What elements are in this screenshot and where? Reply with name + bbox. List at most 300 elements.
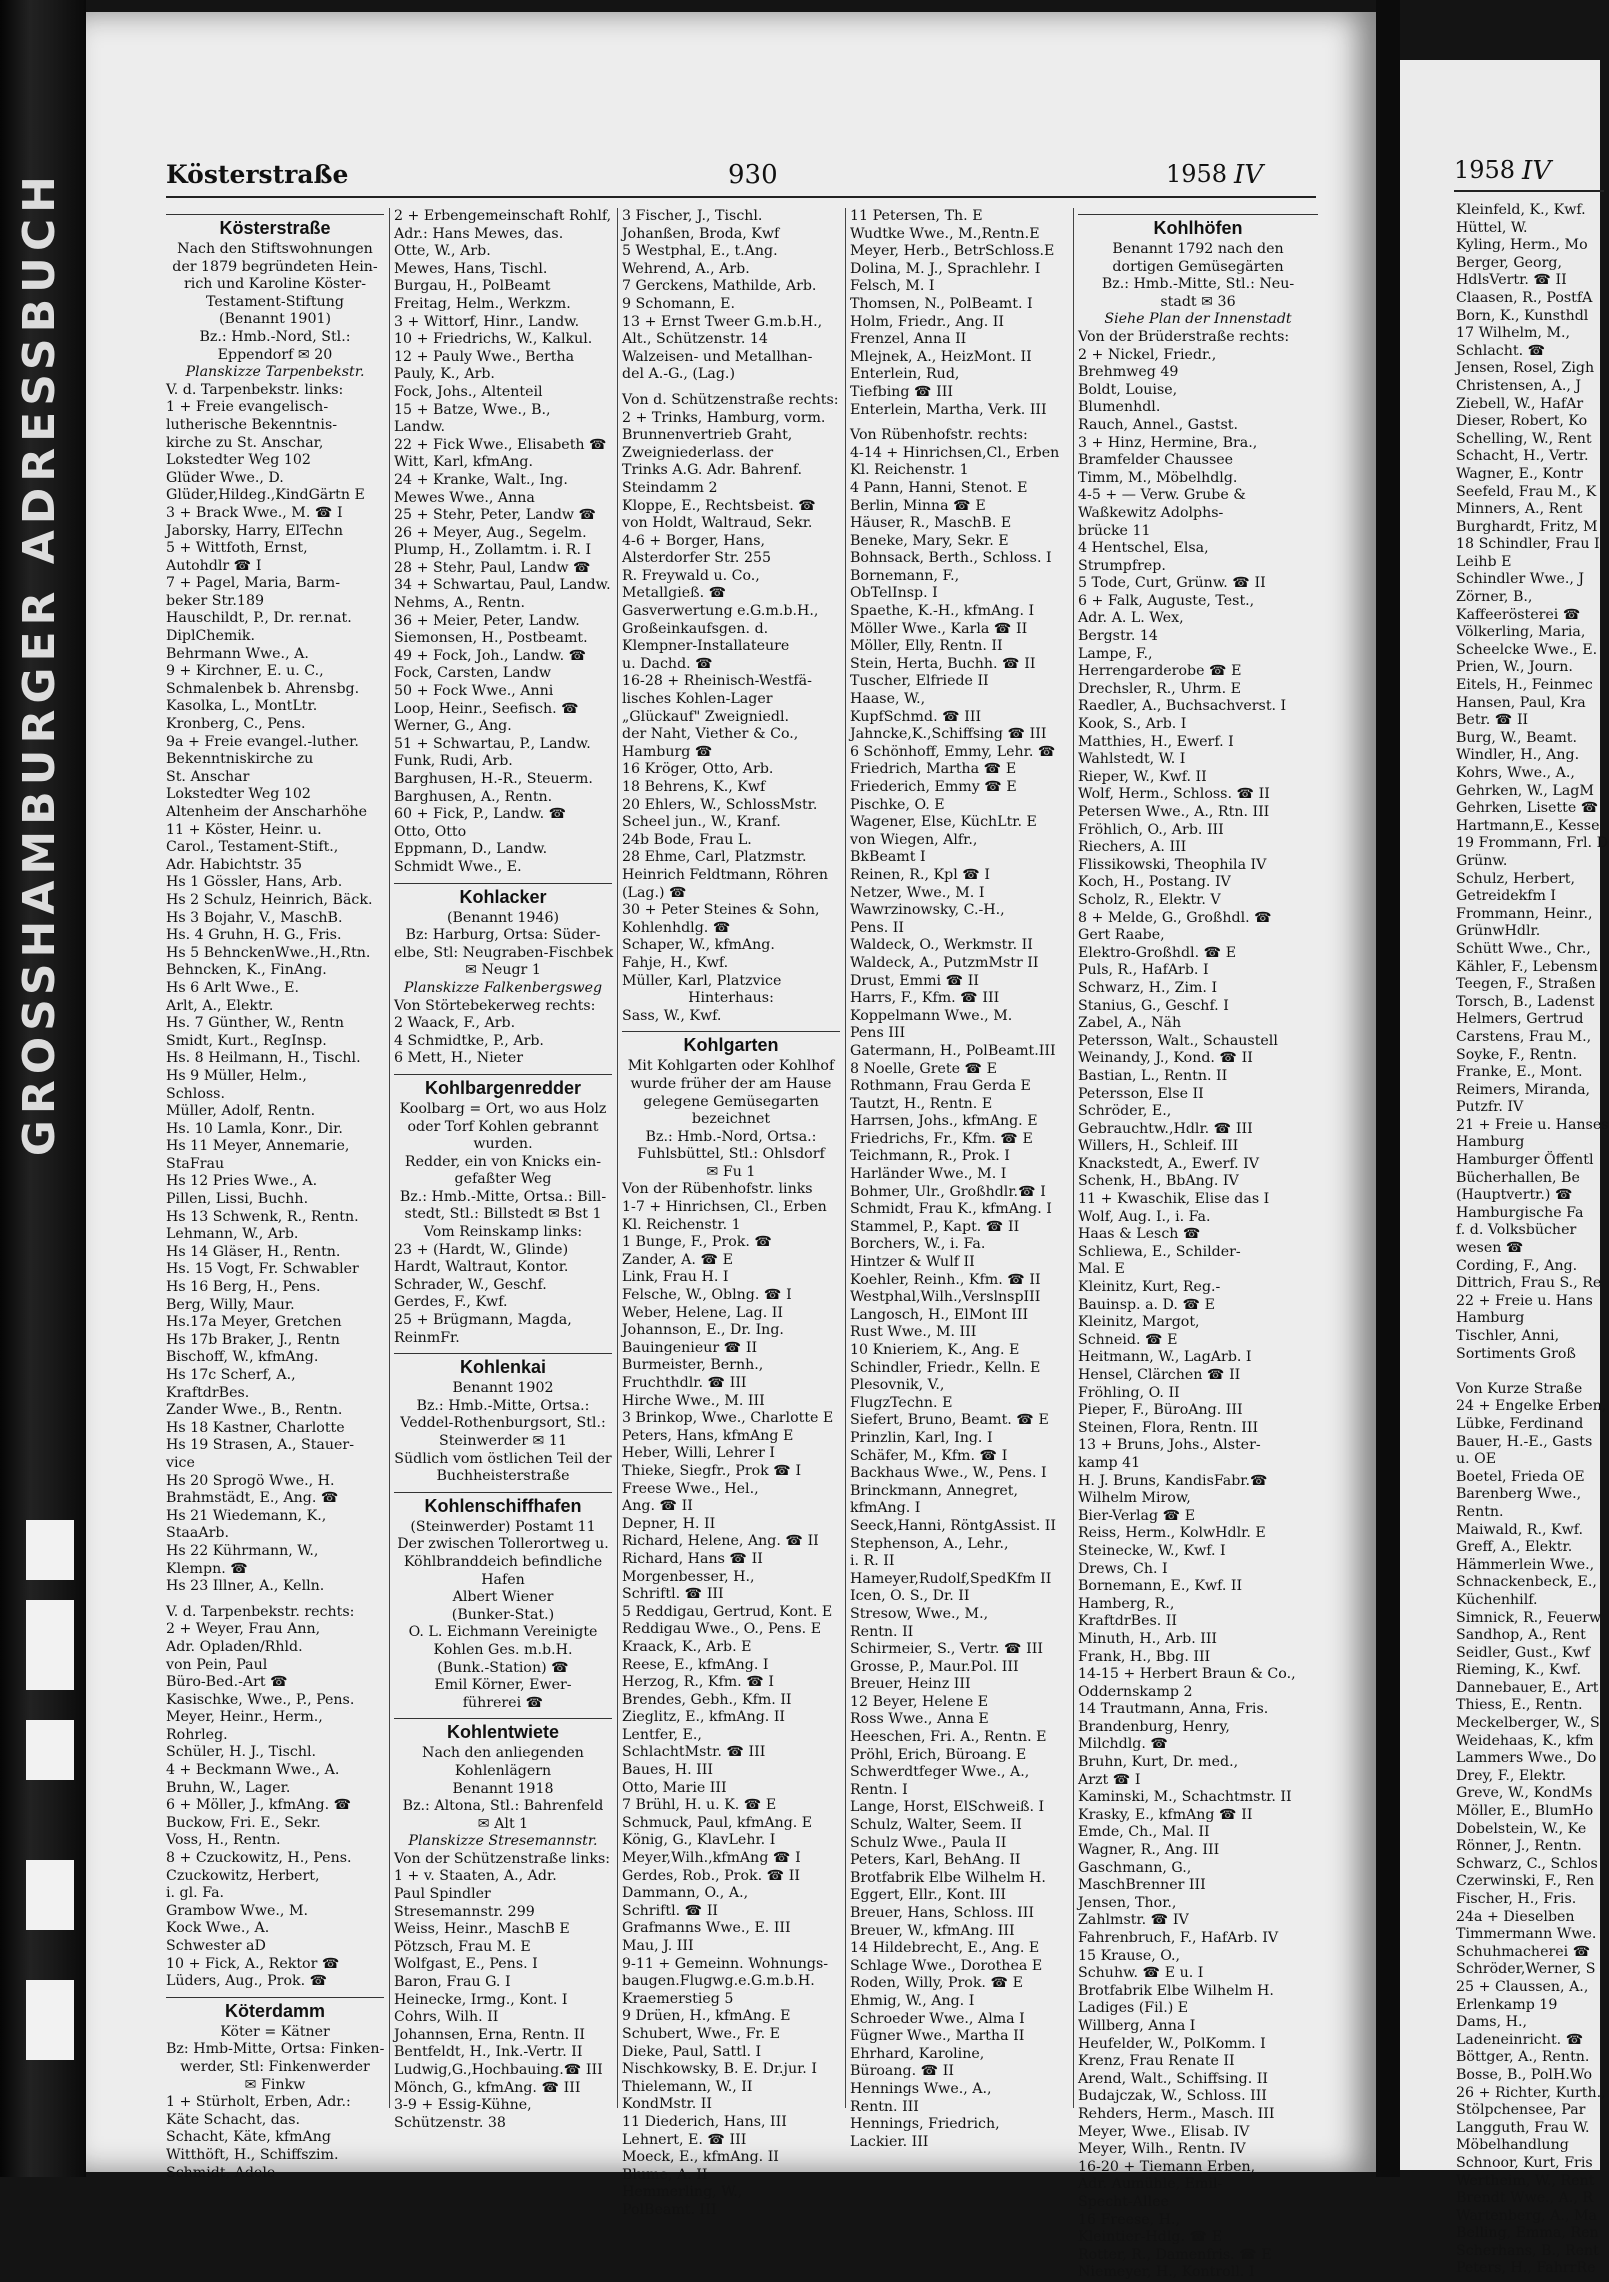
street-description: Kohlen Ges. m.b.H. [433,1641,573,1658]
directory-entry: Bauingenieur ☎ II [622,1339,758,1356]
directory-entry: Kaffeerösterei ☎ [1456,606,1581,623]
directory-entry: von Holdt, Waltraud, Sekr. [622,515,813,532]
directory-entry: Schmidt Wwe., E. [394,858,522,875]
directory-entry: Carol., Testament-Stift., [166,839,339,856]
directory-entry: Koch, H., Postang. IV [1078,874,1231,891]
street-description: Vom Reinskamp links: [423,1224,583,1241]
directory-entry: Häuser, R., MaschB. E [850,515,1012,532]
directory-entry: Brendt Wwe., A., R [1456,2190,1594,2207]
directory-entry: 15 Krause, O., [1078,1947,1181,1964]
directory-entry: Stresow, Wwe., M., [850,1605,989,1622]
directory-entry: i. gl. Fa. [166,1885,225,1902]
directory-entry: 17 Wilhelm, M., [1456,325,1571,342]
directory-entry: Ross Wwe., Anna E [850,1711,989,1728]
directory-entry: Reinen, R., Kpl ☎ I [850,866,991,883]
directory-entry: beker Str.189 [166,592,264,609]
directory-entry: Hs. 4 Gruhn, H. G., Fris. [166,927,342,944]
directory-entry: Altenheim der Anscharhöhe [166,804,368,820]
directory-entry: Lehnert, E. ☎ III [622,2131,747,2148]
directory-entry: 4 Hentschel, Elsa, [1078,540,1209,557]
street-description: Veddel-Rothenburgsort, Stl.: [400,1415,606,1432]
directory-entry: 4-6 + Borger, Hans, [622,532,765,549]
directory-entry: wesen ☎ [1456,1240,1524,1257]
directory-entry: Schrader, W., Geschf. [394,1276,547,1293]
directory-entry: Knackstedt, A., Ewerf. IV [1078,1155,1259,1172]
directory-entry: Dammann, O., A., [622,1885,749,1902]
directory-entry: Möbelhandlung [1456,2137,1569,2154]
street-description: (Benannt 1901) [218,311,332,328]
directory-entry: Burmeister, Bernh., [622,1357,764,1374]
directory-entry: Dams, H., [1456,2014,1527,2031]
directory-entry: Hs 16 Berg, H., Pens. [166,1279,321,1296]
directory-entry: MaschBrenner III [1078,1877,1206,1894]
directory-entry: ReinmFr. [394,1329,460,1346]
directory-entry: Möller Wwe., Karla ☎ II [850,620,1028,637]
directory-entry: Cording, F., Ang. [1456,1257,1578,1274]
directory-entry: Büroang. ☎ II [850,2063,954,2080]
directory-entry: Baues, H. III [622,1762,713,1779]
directory-entry: 11 + Köster, Heinr. u. [166,821,322,838]
directory-entry: Johannson, E., Dr. Ing. [622,1322,784,1339]
directory-entry: Hs. 10 Lamla, Konr., Dir. [166,1120,343,1137]
directory-entry: Scholz, R., Elektr. V [1078,891,1221,908]
column-1 [166,208,384,2182]
directory-entry: Kraemerstieg 5 [622,1990,734,2007]
directory-entry: Brehmweg 49 [1078,364,1179,381]
directory-entry: Kleinitz, Kurt, Reg.- [1078,1279,1221,1296]
directory-entry: Borchers, W., i. Fa. [850,1236,986,1253]
directory-entry: 8 + Melde, G., Großhdl. ☎ [1078,909,1272,926]
street-description: Bz.: Hmb.-Mitte, Ortsa.: Bill- [399,1188,607,1205]
street-description: elbe, Stl: Neugraben-Fischbek [394,944,614,961]
directory-entry: Heitmann, W., LagArb. I [1078,1349,1252,1366]
directory-entry: Drust, Emmi ☎ II [850,972,979,989]
directory-entry: Sortiments Groß [1456,1345,1576,1362]
directory-entry: Hensel, Clärchen ☎ II [1078,1367,1241,1383]
directory-entry: Plump, H., Zollamtm. i. R. I [394,542,592,559]
directory-entry: Willberg, Anna I [1078,2017,1196,2034]
directory-entry: Bastian, L., Rentn. II [1078,1067,1228,1084]
directory-entry: Adr.: Hans Mewes, das. [394,225,564,242]
directory-entry: Mewes Wwe., Anna [394,489,535,506]
directory-entry: 3 + Hinz, Hermine, Bra., [1078,434,1258,451]
directory-entry: Dolina, M. J., Sprachlehr. I [850,260,1041,277]
directory-entry: Lüders, Aug., Prok. ☎ [166,1973,328,1990]
directory-entry: Mau, J. III [622,1938,694,1954]
directory-entry: Scherhans, B., Rent [1456,2242,1599,2259]
directory-entry: Soyke, F., Rentn. [1456,1046,1578,1063]
directory-entry: 3-9 + Essig-Kühne, [394,2097,532,2114]
directory-entry: Haase, W., [850,691,926,708]
directory-entry: Kasischke, Wwe., P., Pens. [166,1691,355,1708]
directory-entry: Müller, Adolf, Rentn. [166,1103,316,1120]
directory-entry: Von d. Schützenstraße rechts: [622,391,839,408]
directory-entry: 25 + Stehr, Peter, Landw ☎ [394,507,597,524]
directory-entry: 6 Schönhoff, Emmy, Lehr. ☎ [850,743,1056,760]
directory-entry: Gerdes, Rob., Prok. ☎ II [622,1867,801,1884]
directory-entry: Willers, H., Schleif. III [1078,1138,1239,1155]
directory-entry: i. R. II [850,1553,895,1570]
directory-entry: Tiefbing ☎ III [850,383,953,400]
directory-entry: Breuer, Hans, Schloss. III [850,1905,1034,1921]
directory-entry: Koehler, Reinh., Kfm. ☎ II [850,1271,1041,1288]
directory-entry: 2 + Erbengemeinschaft Rohlf, [394,208,612,224]
directory-entry: Krenz, Frau Renate II [1078,2053,1235,2070]
directory-entry: Friedrich, Martha ☎ E [850,761,1017,778]
directory-entry: Christensen, A., J [1456,377,1582,394]
directory-entry: KupfSchmd. ☎ III [850,708,982,725]
directory-entry: 20 Ehlers, W., SchlossMstr. [622,796,818,813]
directory-entry: Eppmann, D., Landw. [394,841,548,858]
directory-entry: 9a + Freie evangel.-luther. [166,733,359,750]
directory-entry: Timmermann Wwe. [1456,1926,1597,1943]
directory-entry: Netzer, Wwe., M. I [850,884,985,901]
directory-entry: Blume, A. II [622,2166,708,2183]
directory-entry: Dittrich, Frau S., Re [1456,1275,1602,1292]
directory-entry: Eitels, H., Feinmec [1456,677,1593,694]
directory-entry: V. d. Tarpenbekstr. links: [166,381,344,398]
directory-entry: Jensen, Thor., [1078,1894,1177,1911]
directory-entry: Möller, E., BlumHo [1456,1803,1594,1820]
street-description: Nach den anliegenden [422,1745,584,1762]
directory-entry: Teichmann, R., Prok. I [850,1148,1010,1165]
directory-entry: Ladiges (Fil.) E [1078,2000,1189,2017]
directory-entry: Arend, Walt., Schiffsing. II [1078,2070,1268,2087]
directory-entry: 34 + Schwartau, Paul, Landw. [394,577,611,594]
directory-entry: 24 + Engelke Erben, [1456,1398,1607,1415]
directory-entry: Pens III [850,1025,906,1042]
directory-entry: Gehrken, Lisette ☎ [1456,800,1599,817]
directory-entry: Link, Frau H. I [622,1269,729,1286]
street-description: Köhlbranddeich befindliche [403,1553,603,1570]
running-head-year: 1958 [1166,160,1228,188]
directory-entry: König, G., KlavLehr. I [622,1832,776,1849]
spacer [850,419,1068,427]
directory-entry: 7 Gerckens, Mathilde, Arb. [622,278,817,295]
street-description: Benannt 1792 nach den [1112,241,1284,257]
directory-entry: Helmers, Gertrud [1456,1011,1584,1028]
column-4 [850,208,1068,2151]
street-description: Bz.: Hmb.-Mitte, Stl.: Neu- [1101,276,1295,293]
directory-entry: u. Dachd. ☎ [622,655,713,672]
directory-entry: Baron, Frau G. I [394,1974,511,1991]
directory-entry: 6 + Falk, Auguste, Test., [1078,592,1255,609]
directory-entry: Schröder, E., [1078,1103,1172,1120]
directory-entry: H. J. Bruns, KandisFabr.☎ [1078,1472,1268,1489]
thumb-tab [26,1860,74,1930]
directory-entry: Tischler, Anni, [1456,1328,1560,1344]
plan-reference: Siehe Plan der Innenstadt [1104,311,1292,328]
directory-entry: Prien, W., Journ. [1456,659,1573,676]
directory-entry: Kronberg, C., Pens. [166,716,306,733]
directory-entry: Schulz, Herbert, [1456,870,1575,887]
directory-entry: Harländer Wwe., M. I [850,1166,1007,1183]
directory-entry: Pieper, F., BüroAng. III [1078,1402,1243,1419]
directory-entry: Meyer, Wwe., Elisab. IV [1078,2123,1250,2140]
directory-entry: Waßkewitz Adolphs- [1078,504,1224,521]
directory-entry: Ehrhard, Karoline, [850,2045,985,2062]
directory-entry: Von Rübenhofstr. rechts: [850,427,1028,444]
directory-entry: Raedler, A., Buchsachverst. I [1078,698,1287,715]
directory-entry: 9 Schomann, E. [622,295,735,312]
directory-entry: Hardt, Waltraut, Kontor. [394,1259,569,1276]
directory-entry: Brunnenvertrieb Graht, [622,427,793,444]
directory-entry: Hamburg ☎ [622,743,713,760]
directory-entry: Mewes, Hans, Tischl. [394,260,548,277]
thumb-tab [26,1980,74,2060]
directory-entry: Schlage Wwe., Dorothea E [850,1957,1043,1974]
column-5 [1078,208,1318,2282]
directory-entry: Gerdes, F., Kwf. [394,1294,508,1311]
directory-entry: Lentfer, E., [622,1726,702,1743]
directory-entry: 21 + Freie u. Hanses [1456,1116,1609,1133]
directory-entry: Czuckowitz, Herbert, [166,1867,320,1884]
directory-entry: Otte, W., Arb. [394,243,491,260]
directory-entry: Seefeld, Frau M., K [1456,483,1597,500]
street-description: wurde früher der am Hause [630,1075,832,1092]
directory-entry: Schwerdtfeger Wwe., A., [850,1764,1030,1781]
directory-entry: vice [166,1454,195,1471]
directory-entry: Meckelberger, W., S [1456,1715,1600,1732]
directory-entry: Rentn. [1456,1503,1504,1520]
directory-entry: Käte Schacht, das. [166,2111,301,2128]
directory-entry: Specht-Allee [1078,2193,1169,2210]
running-head-street: Kösterstraße [166,160,349,189]
directory-entry: Fröhling, O. II [1078,1384,1180,1401]
directory-entry: Schloss. [166,1085,225,1102]
directory-entry: Hs 2 Schulz, Heinrich, Bäck. [166,891,373,908]
directory-entry: Teegen, F., Straßen [1456,976,1596,993]
directory-entry: Felsch, M. I [850,278,935,295]
right-header-rule [1454,190,1604,192]
directory-entry: Enterlein, Rud, [850,366,960,383]
directory-entry: Behrmann Wwe., A. [166,645,309,662]
directory-entry: Schmidt, Adele [166,2164,276,2181]
directory-entry: Wilhelm Mirow, [1078,1490,1191,1507]
directory-entry: 23 + (Hardt, W., Glinde) [394,1241,569,1258]
directory-entry: Lange, Horst, ElSchweiß. I [850,1799,1045,1816]
directory-entry: Hamburger Öffentl [1456,1152,1594,1169]
directory-entry: lisches Kohlen-Lager [622,691,773,708]
directory-entry: Hs. 7 Günther, W., Rentn [166,1015,344,1032]
directory-entry: ObTelInsp. I [850,585,938,602]
directory-entry: 22 + Freie u. Hans [1456,1292,1593,1309]
directory-entry: Beneke, Mary, Sekr. E [850,532,1009,549]
directory-entry: Weber, Helene, Lag. II [622,1304,783,1321]
street-description: der 1879 begründeten Hein- [172,258,378,275]
directory-entry: Rauch, Annel., Gastst. [1078,416,1238,433]
directory-entry: Stanius, G., Geschf. I [1078,997,1229,1014]
directory-entry: Kl. Reichenstr. 1 [850,462,969,479]
directory-entry: Kloppe, E., Rechtsbeist. ☎ [622,497,816,514]
directory-entry: Heinecke, Irmg., Kont. I [394,1991,568,2008]
directory-entry: Backhaus Wwe., W., Pens. I [850,1465,1047,1482]
directory-entry: Enterlein, Martha, Verk. III [850,401,1047,418]
directory-entry: Hs 19 Strasen, A., Stauer- [166,1437,354,1454]
directory-entry: Wolfgast, E., Pens. I [394,1956,538,1973]
directory-entry: Hauschildt, P., Dr. rer.nat. [166,610,352,627]
directory-entry: Schneid. ☎ E [1078,1331,1178,1348]
street-description: stadt ✉ 36 [1160,293,1236,310]
street-description: stedt, Stl.: Billstedt ✉ Bst 1 [404,1206,602,1223]
directory-entry: Wagner, R., Ang. III [1078,1842,1220,1859]
directory-entry: Schnackenbeck, E., [1456,1574,1597,1591]
street-heading: Kösterstraße [166,214,384,241]
directory-entry: Thomsen, N., PolBeamt. I [850,295,1033,312]
directory-entry: Von der Rübenhofstr. links [622,1181,813,1198]
directory-entry: Heufelder, W., PolKomm. I [1078,2035,1266,2052]
directory-entry: 7 + Pagel, Maria, Barm- [166,575,341,592]
directory-entry: 1 + v. Staaten, A., Adr. [394,1868,557,1885]
directory-entry: Hs 18 Kastner, Charlotte [166,1419,345,1436]
directory-entry: Schnoor, Kurt, Fris [1456,2154,1593,2171]
directory-entry: Arlt, A., Elektr. [166,997,274,1014]
directory-entry: V. d. Tarpenbekstr. rechts: [166,1603,355,1620]
directory-entry: Meyer, Wilh., Rentn. IV [1078,2141,1246,2158]
street-description: Koolbarg = Ort, wo aus Holz [399,1100,607,1117]
directory-entry: Pötzsch, Frau M. E [394,1938,531,1955]
directory-entry: Hs 6 Arlt Wwe., E. [166,979,299,996]
directory-entry: Glüder,Hildeg.,KindGärtn E [166,487,365,504]
directory-entry: Schliewa, E., Schilder- [1078,1243,1241,1260]
directory-entry: Minners, A., Rent [1456,501,1583,518]
thumb-tab [26,1720,74,1780]
directory-entry: Bentfeldt, H., Ink.-Vertr. II [394,2044,583,2061]
directory-entry: 3 Fischer, J., Tischl. [622,208,763,224]
directory-entry: Schmidt, Frau K., kfmAng. I [850,1201,1052,1218]
directory-entry: Oddernskamp 2 [1078,1683,1193,1700]
directory-entry: Kasolka, L., MontLtr. [166,698,318,715]
directory-entry: Schlacht. ☎ [1456,342,1546,359]
directory-entry: 9-11 + Gemeinn. Wohnungs- [622,1955,829,1972]
right-running-head-volume: IV [1522,156,1552,186]
directory-entry: Peters, H., FahrrRe [1456,2260,1596,2277]
directory-entry: Hs 22 Kührmann, W., [166,1542,319,1559]
street-description: Benannt 1902 [452,1380,554,1397]
directory-entry: 14 Hildebrecht, E., Ang. E [850,1940,1040,1957]
directory-entry: Hameyer,Rudolf,SpedKfm II [850,1570,1052,1587]
directory-entry: Steinecke, W., Kwf. I [1078,1542,1226,1559]
directory-entry: Drews, Ch. I [1078,1560,1168,1577]
spine-lettering [14,170,74,1270]
directory-entry: Fügner Wwe., Martha II [850,2028,1025,2045]
directory-entry: Gaschmann, G., [1078,1859,1192,1876]
street-description: Albert Wiener [452,1589,554,1606]
directory-entry: Fock, Johs., Altenteil [394,383,543,400]
directory-entry: Depner, H. II [622,1515,716,1532]
directory-entry: Koppelmann Wwe., M. [850,1007,1013,1024]
directory-entry: 24 + Kranke, Walt., Ing. [394,471,568,488]
directory-entry: Schulz, Walter, Seem. II [850,1817,1022,1834]
directory-entry: Gasverwertung e.G.m.b.H., [622,603,819,620]
directory-entry: Gatermann, H., PolBeamt.III [850,1042,1056,1059]
street-description: (Bunker-Stat.) [451,1606,555,1623]
directory-entry: 49 + Fock, Joh., Landw. ☎ [394,647,587,664]
directory-entry: Ludwig,G.,Hochbauing.☎ III [394,2062,603,2078]
directory-entry: Rotter, R., Damenfris. ☎ E [1078,2246,1272,2263]
directory-entry: Nischkowsky, B. E. Dr.jur. I [622,2061,817,2078]
directory-entry: Schriftl. ☎ II [622,1902,719,1919]
directory-entry: Barenberg Wwe., [1456,1486,1582,1503]
directory-entry: Schelling, W., Rent [1456,430,1592,447]
directory-entry: Großeinkaufsgen. d. [622,620,769,637]
directory-entry: Weinandy, J., Kond. ☎ II [1078,1050,1253,1067]
directory-entry: Hs. 8 Heilmann, H., Tischl. [166,1050,361,1067]
directory-entry: Von Störtebekerweg rechts: [394,997,596,1014]
street-heading: Kohlgarten [622,1031,840,1058]
directory-entry: Sandhop, A., Rent [1456,1627,1586,1644]
directory-entry: Johannsen, Erna, Rentn. II [394,2026,585,2043]
directory-entry: Bauer, H.-E., Gasts [1456,1433,1593,1450]
directory-entry: Bergstr. 14 [1078,628,1158,645]
directory-entry: Schacht, H., Vertr. [1456,448,1589,465]
directory-entry: Von Kurze Straße [1456,1380,1583,1397]
directory-entry: Schmuck, Paul, kfmAng. E [622,1814,813,1831]
directory-entry: Jahncke,K.,Schiffsing ☎ III [850,726,1047,743]
directory-entry: 6 + Möller, J., kfmAng. ☎ [166,1797,352,1814]
directory-entry: 16-28 + Rheinisch-Westfä- [622,673,812,690]
street-description: Südlich vom östlichen Teil der [394,1450,612,1467]
directory-entry: Boldt, Louise, [1078,381,1178,398]
directory-entry: Carstens, Frau M., [1456,1028,1592,1045]
directory-entry: Puls, R., HafArb. I [1078,962,1209,979]
directory-entry: SchlachtMstr. ☎ III [622,1744,766,1761]
directory-entry: Hs 23 Illner, A., Kelln. [166,1578,325,1595]
street-description: Emil Körner, Ewer- [434,1677,572,1694]
directory-entry: 4 + Beckmann Wwe., A. [166,1762,340,1779]
directory-entry: Thieke, Siegfr., Prok ☎ I [622,1462,802,1479]
directory-entry: 30 + Peter Steines & Sohn, [622,902,820,919]
directory-entry: Rentn. II [850,1623,914,1640]
directory-entry: Reese, E., kfmAng. I [622,1656,769,1673]
directory-entry: StaFrau [166,1155,225,1172]
directory-entry: (Lag.) ☎ [622,884,687,901]
directory-entry: Brandenburg, Henry, [1078,1718,1230,1735]
directory-entry: 8 Noelle, Grete ☎ E [850,1060,998,1077]
directory-entry: Loop, Heinr., Seefisch. ☎ [394,700,579,717]
street-description: rich und Karoline Köster- [184,276,366,293]
directory-entry: Jaborsky, Harry, ElTechn [166,522,343,539]
directory-entry: 16-20 + Tiemann Erben, [1078,2158,1256,2175]
directory-entry: Gebrauchtw.,Hdlr. ☎ III [1078,1120,1253,1137]
directory-entry: der Naht, Viether & Co., [622,726,799,743]
directory-entry: Buckow, Fri. E., Sekr. [166,1814,321,1831]
column-3 [622,208,840,2220]
directory-entry: Klempn. ☎ [166,1560,248,1577]
directory-entry: Schirmeier, S., Vertr. ☎ III [850,1641,1043,1658]
directory-entry: Fischer, H., Fris. [1456,1891,1577,1907]
directory-entry: 19 Frommann, Frl. D [1456,835,1608,852]
directory-entry: Moeck, E., kfmAng. II [622,2149,779,2166]
directory-entry: Lokstedter Weg 102 [166,452,311,469]
directory-entry: Von der Brüderstraße rechts: [1078,328,1290,345]
directory-entry: Steindamm 2 [622,479,718,496]
directory-entry: Böttger, A., Rentn. [1456,2049,1590,2066]
directory-entry: 24b Bode, Frau L. [622,831,752,848]
directory-entry: Betr. ☎ II [1456,712,1529,729]
directory-entry: Meyer,Wilh.,kfmAng ☎ I [622,1850,801,1867]
directory-entry: Scheel jun., W., Kranf. [622,814,781,831]
directory-entry: Ladeneinricht. ☎ [1456,2031,1584,2048]
directory-entry: Fröhlich, O., Arb. III [1078,821,1224,838]
directory-entry: Fahrenbruch, F., HafArb. IV [1078,1930,1279,1946]
directory-entry: Kleintier-Hdlg. ☎ E [1078,2229,1223,2246]
directory-entry: Schubert, Wwe., Fr. E [622,2025,781,2042]
directory-entry: Drey, F., Elektr. [1456,1767,1567,1784]
directory-entry: Hartmann,E., Kesse [1456,817,1600,834]
street-description: führerei ☎ [462,1694,544,1711]
directory-entry: Matthies, H., Ewerf. I [1078,733,1234,750]
